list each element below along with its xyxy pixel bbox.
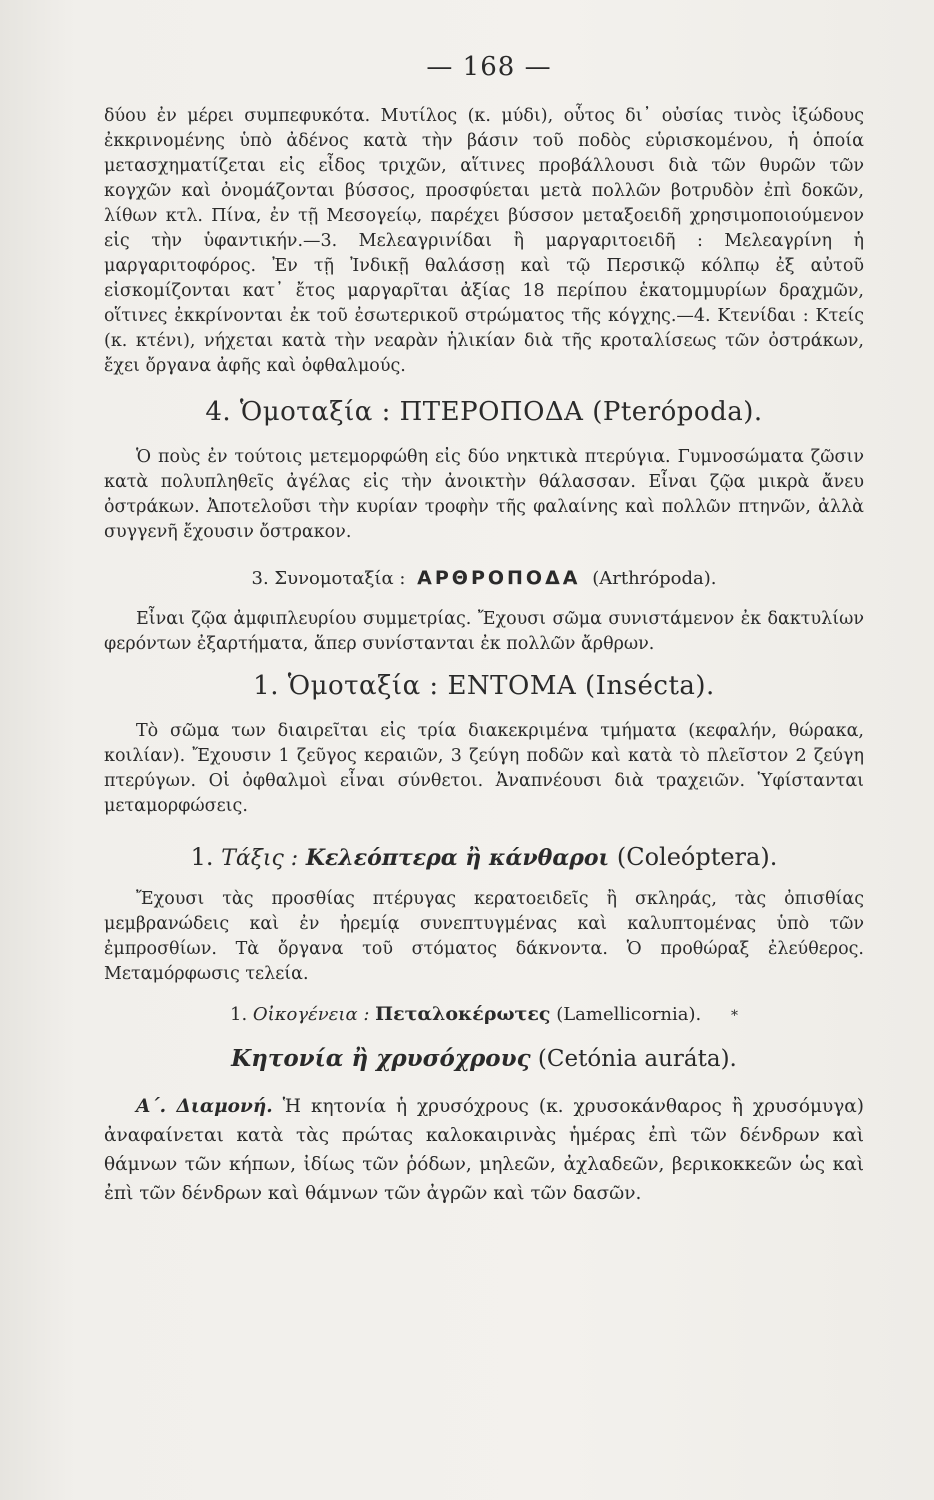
heading-family (104, 1003, 864, 1025)
heading-coleoptera-prefix: 1. (190, 843, 214, 871)
cetonia-section (104, 1092, 864, 1208)
heading-arthropoda-caps: ΑΡΘΡΟΠΟΔΑ (417, 567, 581, 589)
paragraph-cetonia-label: Α΄. Διαμονή. (136, 1096, 273, 1117)
heading-family-latin: (Lamellicornia). (556, 1004, 702, 1025)
heading-coleoptera-bold: Κελεόπτερα ἢ κάνθαροι (305, 845, 610, 871)
heading-arthropoda-latin: (Arthrópoda). (592, 568, 717, 589)
paragraph-cetonia (104, 1092, 864, 1208)
heading-cetonia (104, 1045, 864, 1072)
heading-cetonia-bold: Κητονία ἢ χρυσόχρους (231, 1045, 531, 1072)
heading-cetonia-latin: (Cetónia auráta). (537, 1046, 737, 1072)
paragraph-coleoptera: Ἔχουσι τὰς προσθίας πτέρυγας κερατοειδεῖς ἢ σκληράς, τὰς ὀπισθίας μεμβρανώδεις καὶ ἐν ἠρεμίᾳ συνεπτυγμένας καὶ καλυπτομένας ὑπὸ τῶν ἐμπροσθίων. Τὰ ὄργανα τοῦ στόματος δάκνοντα. Ὁ προθώραξ ἐλεύθερος. Μεταμόρφωσις τελεία. (104, 889, 864, 984)
heading-coleoptera-latin: (Coleóptera). (616, 843, 778, 871)
heading-pteropoda: 4. Ὁμοταξία : ΠΤΕΡΟΠΟΔΑ (Pterópoda). (205, 397, 763, 427)
heading-family-mark: * (730, 1008, 738, 1024)
heading-family-prefix: 1. (230, 1004, 248, 1025)
heading-family-label: Οἰκογένεια : (252, 1004, 370, 1025)
paragraph-cetonia-text: Ἡ κητονία ἡ χρυσόχρους (κ. χρυσοκάνθαρος ἢ χρυσόμυγα) ἀναφαίνεται κατὰ τὰς πρώτας καλοκαιρινὰς ἡμέρας ἐπὶ τῶν δένδρων καὶ θάμνων τῶν κήπων, ἰδίως τῶν ῥόδων, μηλεῶν, ἀχλαδεῶν, βερικοκκεῶν ὡς καὶ ἐπὶ τῶν δένδρων καὶ θάμνων τῶν ἀγρῶν καὶ τῶν δασῶν. (104, 1096, 864, 1204)
paragraph-pteropoda: Ὁ ποὺς ἐν τούτοις μετεμορφώθη εἰς δύο νηκτικὰ πτερύγια. Γυμνοσώματα ζῶσιν κατὰ πολυπληθεῖς ἀγέλας εἰς τὴν ἀνοικτὴν θάλασσαν. Εἶναι ζῷα μικρὰ ἄνευ ὀστράκων. Ἀποτελοῦσι τὴν κυρίαν τροφὴν τῆς φαλαίνης καὶ πολλῶν πτηνῶν, ἀλλὰ συγγενῆ ἔχουσιν ὄστρακον. (104, 447, 864, 542)
paragraph-arthropoda: Εἶναι ζῷα ἀμφιπλευρίου συμμετρίας. Ἔχουσι σῶμα συνιστάμενον ἐκ δακτυλίων φερόντων ἐξαρτήματα, ἅπερ συνίστανται ἐκ πολλῶν ἄρθρων. (104, 609, 864, 654)
page-number: — 168 — (426, 52, 552, 82)
heading-family-bold: Πεταλοκέρωτες (375, 1003, 551, 1025)
heading-entoma: 1. Ὁμοταξία : ΕΝΤΟΜΑ (Inséсta). (253, 671, 715, 701)
paragraph-entoma: Τὸ σῶμα των διαιρεῖται εἰς τρία διακεκριμένα τμήματα (κεφαλήν, θώρακα, κοιλίαν). Ἔχουσιν 1 ζεῦγος κεραιῶν, 3 ζεύγη ποδῶν καὶ κατὰ τὸ πλεῖστον 2 ζεύγη πτερύγων. Οἱ ὀφθαλμοὶ εἶναι σύνθετοι. Ἀναπνέουσι διὰ τραχειῶν. Ὑφίστανται μεταμορφώσεις. (104, 721, 864, 816)
heading-arthropoda (104, 567, 864, 589)
paragraph-bivalves: δύου ἐν μέρει συμπεφυκότα. Μυτίλος (κ. μύδι), οὗτος δι᾽ οὐσίας τινὸς ἰξώδους ἐκκρινομένης ὑπὸ ἀδένος κατὰ τὴν βάσιν τοῦ ποδὸς εὑρισκομένου, ἡ ὁποία μετασχηματίζεται εἰς εἶδος τριχῶν, αἵτινες προβάλλουσι διὰ τῶν θυρῶν τῶν κογχῶν καὶ ὀνομάζονται βύσσος, προσφύεται μετὰ πολλῶν βοτρυδὸν ἐπὶ δοκῶν, λίθων κτλ. Πίνα, ἐν τῇ Μεσογείῳ, παρέχει βύσσον μεταξοειδῆ χρησιμοποιούμενον εἰς τὴν ὑφαντικήν.—3. Μελεαγρινίδαι ἢ μαργαριτοειδῆ : Μελεαγρίνη ἡ μαργαριτοφόρος. Ἐν τῇ Ἰνδικῇ θαλάσσῃ καὶ τῷ Περσικῷ κόλπῳ ἐξ αὐτοῦ εἰσκομίζονται κατ᾽ ἔτος μαργαρῖται ἀξίας 18 περίπου ἑκατομμυρίων δραχμῶν, οἵτινες ἐκκρίνονται ἐκ τοῦ ἐσωτερικοῦ στρώματος τῆς κόγχης.—4. Κτενίδαι : Κτείς (κ. κτένι), νήχεται κατὰ τὴν νεαρὰν ἡλικίαν διὰ τῆς κροταλίσεως τῶν ὀστράκων, ἔχει ὄργανα ἀφῆς καὶ ὀφθαλμούς. (104, 106, 864, 376)
heading-coleoptera-label: Τάξις : (221, 846, 299, 871)
heading-coleoptera (104, 843, 864, 871)
heading-arthropoda-prefix: 3. Συνομοταξία : (251, 568, 406, 589)
